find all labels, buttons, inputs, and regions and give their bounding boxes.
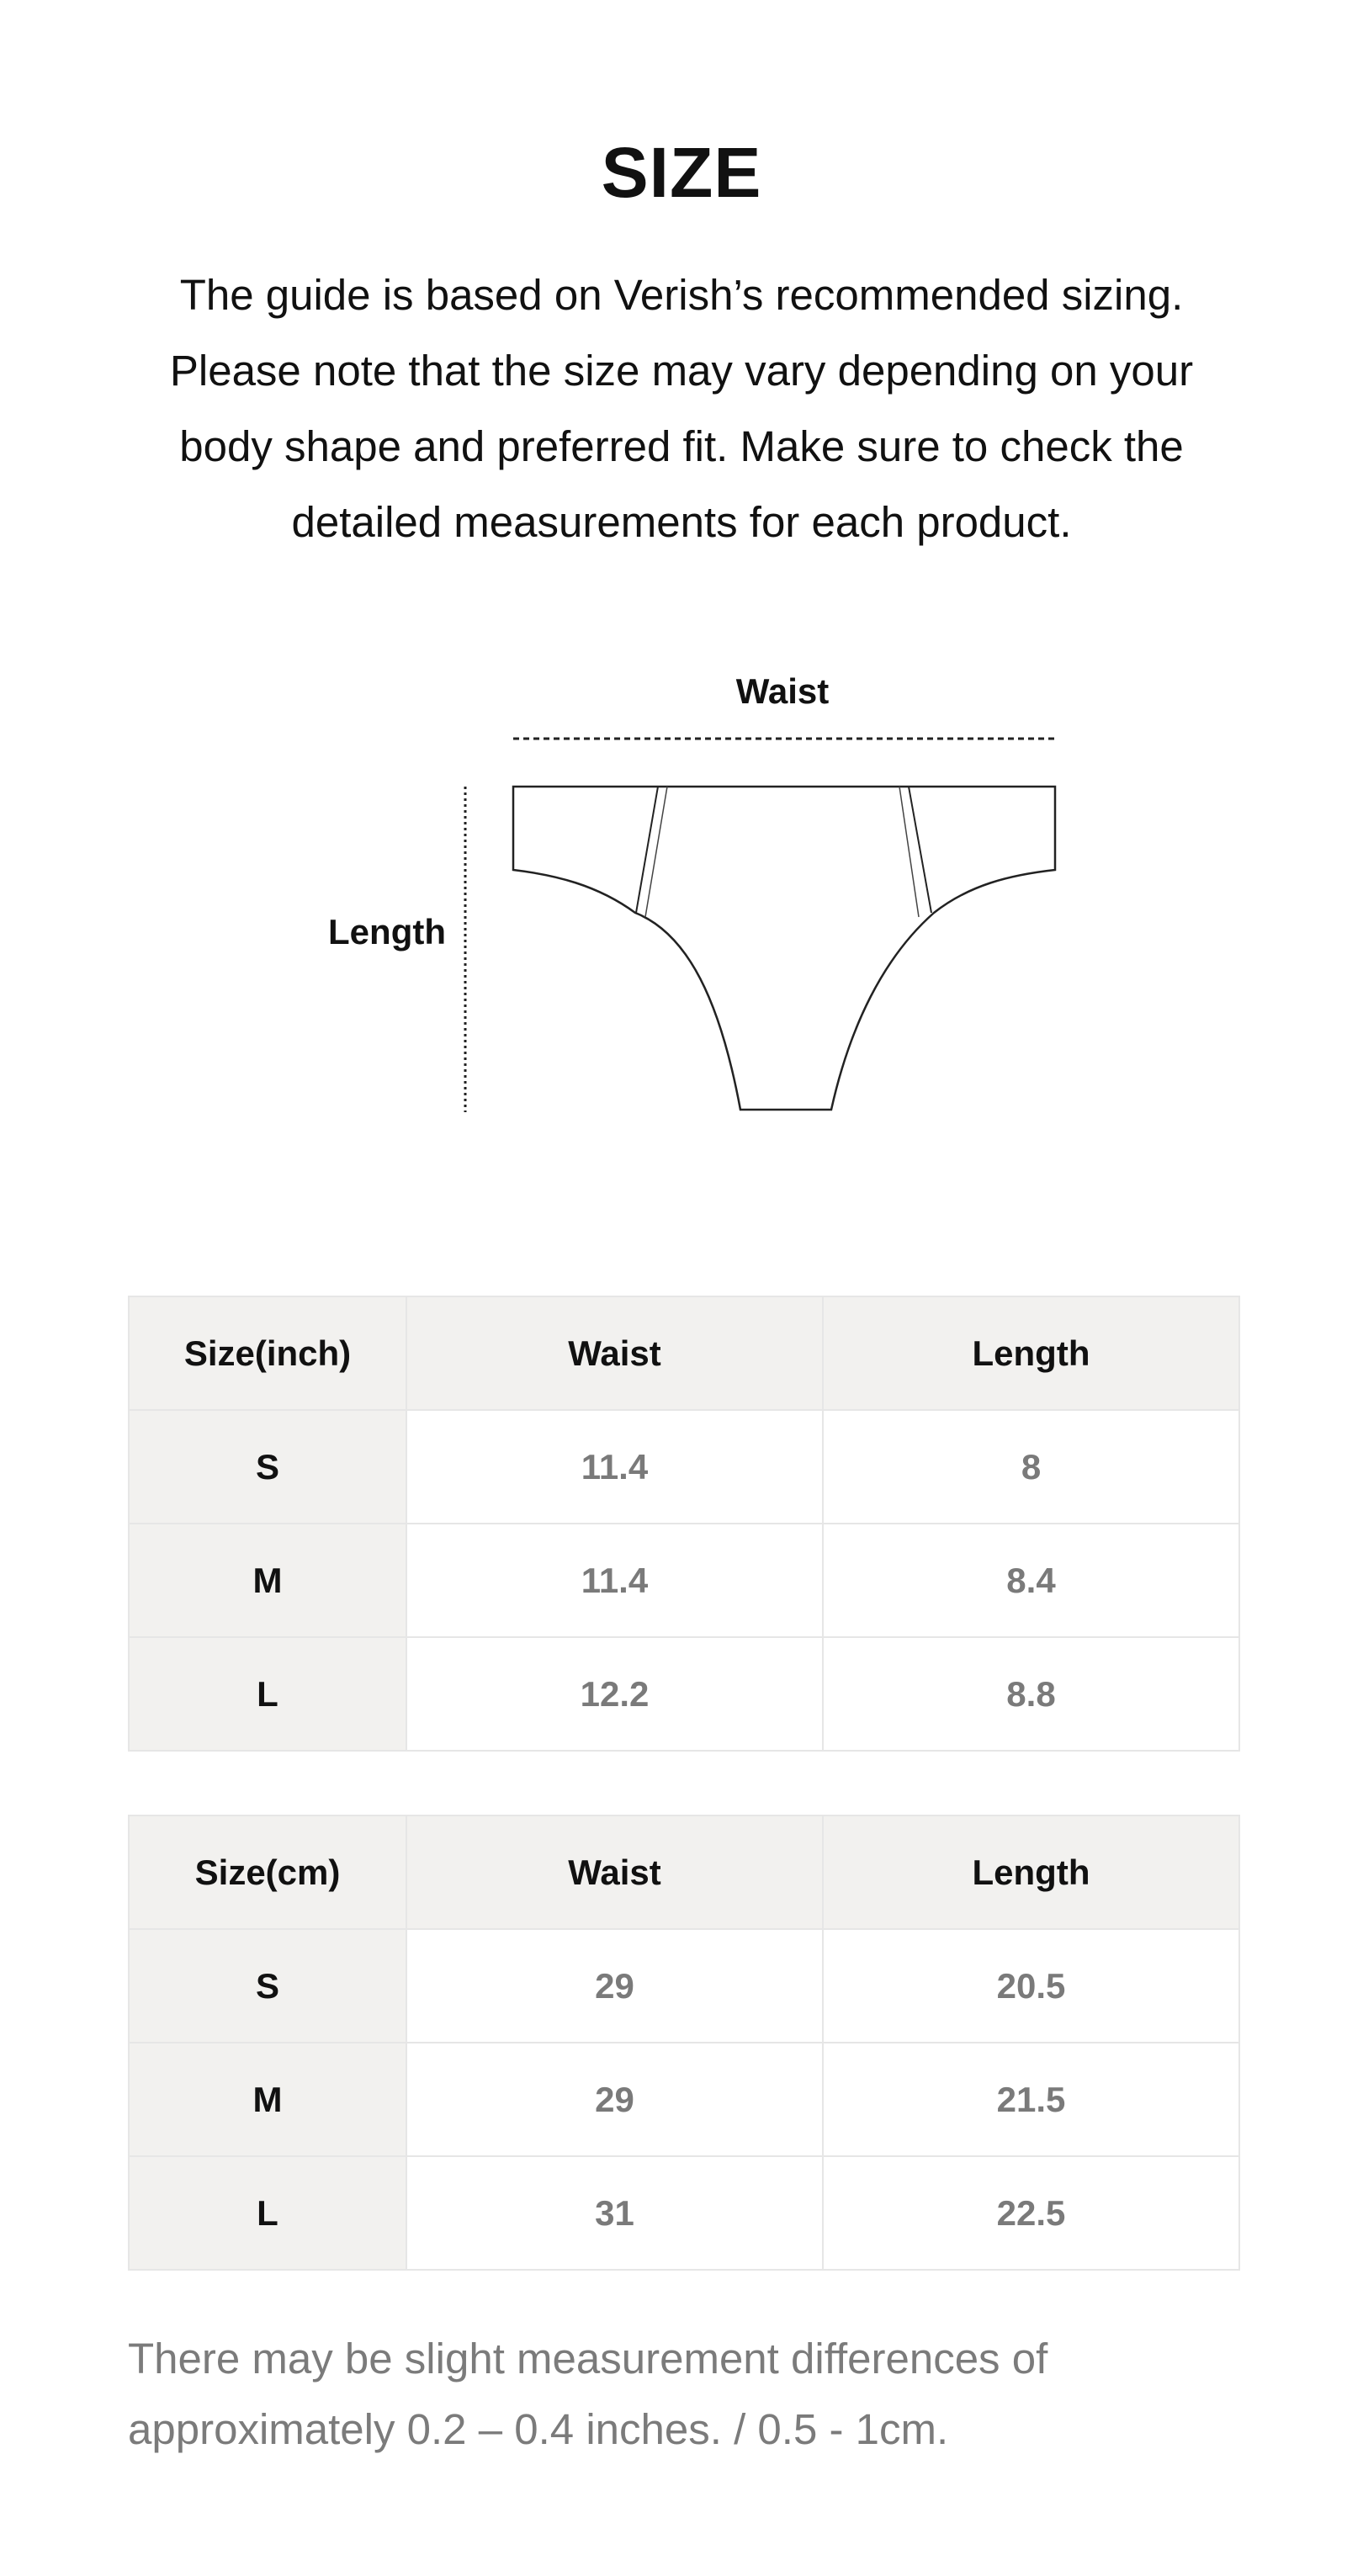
size-cell: L (129, 2156, 406, 2270)
brief-measurement-diagram (454, 724, 1060, 1127)
size-guide-intro (126, 257, 1237, 560)
size-cell: S (129, 1410, 406, 1524)
waist-value: 31 (406, 2156, 823, 2270)
length-value: 8.4 (823, 1524, 1239, 1637)
intro-line: body shape and preferred fit. Make sure to check the (179, 422, 1184, 470)
waist-value: 29 (406, 1929, 823, 2043)
column-header: Size(cm) (129, 1815, 406, 1929)
right-seam-line (899, 787, 919, 917)
note-line: approximately 0.2 – 0.4 inches. / 0.5 - 1cm. (128, 2405, 949, 2453)
length-value: 20.5 (823, 1929, 1239, 2043)
intro-line: The guide is based on Verish’s recommended sizing. (179, 271, 1184, 319)
waist-value: 29 (406, 2043, 823, 2156)
brief-outline (513, 787, 1055, 1110)
page-title: SIZE (601, 133, 762, 212)
size-cell: M (129, 2043, 406, 2156)
column-header: Waist (406, 1815, 823, 1929)
size-cell: M (129, 1524, 406, 1637)
waist-value: 11.4 (406, 1524, 823, 1637)
left-seam-line (636, 787, 658, 913)
length-value: 8 (823, 1410, 1239, 1524)
note-line: There may be slight measurement differences of (128, 2335, 1048, 2383)
size-table-cm (128, 1815, 1240, 2271)
size-table-inch (128, 1296, 1240, 1752)
column-header: Size(inch) (129, 1296, 406, 1410)
length-value: 22.5 (823, 2156, 1239, 2270)
waist-value: 12.2 (406, 1637, 823, 1751)
column-header: Waist (406, 1296, 823, 1410)
table-row (129, 1410, 1239, 1524)
length-measure-label: Length (328, 912, 446, 951)
intro-line: detailed measurements for each product. (291, 498, 1072, 546)
table-header-row (129, 1815, 1239, 1929)
length-value: 21.5 (823, 2043, 1239, 2156)
table-row (129, 1929, 1239, 2043)
column-header: Length (823, 1815, 1239, 1929)
waist-value: 11.4 (406, 1410, 823, 1524)
waist-measure-label: Waist (735, 671, 830, 711)
intro-line: Please note that the size may vary depending on your (169, 347, 1194, 395)
table-row (129, 2043, 1239, 2156)
measurement-note (128, 2324, 1272, 2465)
table-row (129, 2156, 1239, 2270)
size-cell: L (129, 1637, 406, 1751)
length-value: 8.8 (823, 1637, 1239, 1751)
column-header: Length (823, 1296, 1239, 1410)
table-header-row (129, 1296, 1239, 1410)
size-cell: S (129, 1929, 406, 2043)
table-row (129, 1637, 1239, 1751)
table-row (129, 1524, 1239, 1637)
right-seam-line (909, 787, 931, 913)
left-seam-line (645, 787, 667, 917)
